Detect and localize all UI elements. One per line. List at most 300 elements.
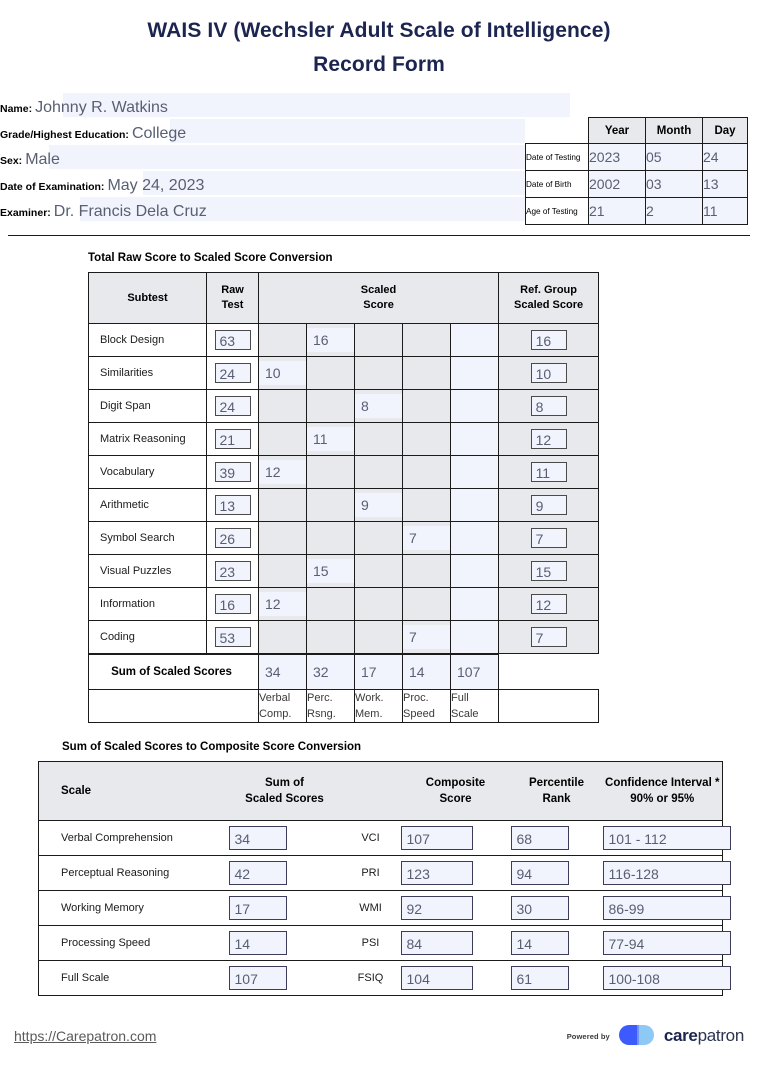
ref-group-input[interactable]: 16 <box>531 330 567 350</box>
ref-group-input[interactable]: 11 <box>531 462 567 482</box>
ref-group-input[interactable]: 7 <box>531 627 567 647</box>
scaled-score-value <box>307 394 354 418</box>
scaled-score-value <box>403 427 450 451</box>
sum-scaled-input-cell <box>229 926 341 961</box>
scaled-score-cell-2[interactable] <box>307 357 355 390</box>
date-header-year: Year <box>589 118 646 144</box>
header-subtest: Subtest <box>89 273 207 324</box>
sum-scaled-input[interactable]: 17 <box>229 896 287 920</box>
foot-line1: Full <box>451 692 469 704</box>
scaled-score-value <box>403 493 450 517</box>
date-birth-year[interactable]: 2002 <box>589 171 646 198</box>
scaled-score-cell-3[interactable] <box>355 588 403 621</box>
ref-group-input[interactable]: 12 <box>531 429 567 449</box>
sum-scaled-input[interactable]: 14 <box>229 931 287 955</box>
scaled-score-cell-4[interactable] <box>403 423 451 456</box>
name-label: Name: <box>0 103 33 115</box>
raw-test-cell <box>207 357 259 390</box>
scaled-score-value <box>259 328 306 352</box>
table-row <box>39 926 723 961</box>
scaled-score-cell-4[interactable] <box>403 390 451 423</box>
foot-spacer <box>89 690 259 723</box>
ref-group-input[interactable]: 7 <box>531 528 567 548</box>
subtest-name: Digit Span <box>89 390 207 423</box>
date-header-day: Day <box>703 118 748 144</box>
header-composite-line2: Score <box>439 793 472 805</box>
percentile-rank-input[interactable]: 30 <box>511 896 569 920</box>
scaled-score-value: 12 <box>259 592 306 616</box>
scaled-score-cell-1[interactable] <box>259 588 307 621</box>
scaled-score-cell-4[interactable] <box>403 588 451 621</box>
scaled-score-value <box>355 427 402 451</box>
foot-blank <box>499 690 599 723</box>
percentile-rank-input-cell <box>511 961 603 996</box>
sum-work-mem[interactable]: 17 <box>355 655 403 690</box>
scaled-score-value <box>259 625 306 649</box>
scaled-score-value <box>259 427 306 451</box>
raw-test-cell <box>207 456 259 489</box>
foot-line2: Speed <box>403 708 435 720</box>
raw-test-input[interactable]: 23 <box>215 561 251 581</box>
header-composite <box>401 762 511 821</box>
scaled-score-value <box>355 526 402 550</box>
scaled-score-value <box>403 460 450 484</box>
age-day[interactable]: 11 <box>703 198 748 225</box>
raw-test-input[interactable]: 26 <box>215 528 251 548</box>
percentile-rank-input[interactable]: 61 <box>511 966 569 990</box>
ref-group-cell <box>499 423 599 456</box>
scaled-score-cell-5[interactable] <box>451 324 499 357</box>
ref-group-cell <box>499 522 599 555</box>
sum-scaled-input[interactable]: 107 <box>229 966 287 990</box>
foot-line1: Proc. <box>403 692 429 704</box>
table-row <box>89 555 599 588</box>
sum-scaled-input-cell <box>229 821 341 856</box>
education-value[interactable]: College <box>131 125 187 142</box>
sex-value[interactable]: Male <box>25 151 60 168</box>
ref-group-cell <box>499 324 599 357</box>
scaled-score-cell-4[interactable] <box>403 621 451 654</box>
header-ci-line1: Confidence Interval * <box>605 777 720 789</box>
scaled-score-value <box>307 460 354 484</box>
scaled-score-cell-4[interactable] <box>403 357 451 390</box>
ref-group-cell <box>499 588 599 621</box>
scaled-score-value <box>403 592 450 616</box>
raw-test-input[interactable]: 24 <box>215 396 251 416</box>
raw-test-input[interactable]: 24 <box>215 363 251 383</box>
date-testing-day[interactable]: 24 <box>703 144 748 171</box>
scaled-score-cell-4[interactable] <box>403 324 451 357</box>
table-row <box>89 588 599 621</box>
patient-info-section <box>0 92 758 227</box>
scaled-score-value: 9 <box>355 493 402 517</box>
scale-name: Processing Speed <box>39 926 229 961</box>
sum-full-scale[interactable]: 107 <box>451 655 499 690</box>
header-scaled-line1: Scaled <box>360 284 397 296</box>
foot-line1: Perc. <box>307 692 333 704</box>
scaled-score-value <box>355 328 402 352</box>
title-line-2: Record Form <box>313 53 445 76</box>
header-scaled-line2: Score <box>363 299 394 311</box>
scaled-score-cell-5[interactable] <box>451 522 499 555</box>
scaled-score-value <box>451 625 498 649</box>
scaled-score-cell-1[interactable] <box>259 324 307 357</box>
date-row-testing <box>526 144 748 171</box>
confidence-interval-input-cell <box>603 856 723 891</box>
confidence-interval-input[interactable]: 101 - 112 <box>603 826 731 850</box>
ref-group-cell <box>499 489 599 522</box>
sex-label: Sex: <box>0 155 23 167</box>
date-header-month: Month <box>646 118 703 144</box>
field-name <box>0 92 758 118</box>
scale-acronym: FSIQ <box>357 972 384 984</box>
foot-line1: Work. <box>355 692 384 704</box>
raw-test-input[interactable]: 13 <box>215 495 251 515</box>
scale-acronym: VCI <box>341 821 401 856</box>
education-highlight <box>170 119 570 143</box>
scaled-score-cell-5[interactable] <box>451 357 499 390</box>
scaled-score-value <box>259 394 306 418</box>
scaled-score-value <box>451 493 498 517</box>
header-sum-scaled <box>229 762 341 821</box>
scaled-score-cell-3[interactable] <box>355 522 403 555</box>
scaled-score-value: 10 <box>259 361 306 385</box>
raw-to-scaled-table-wrap <box>88 272 598 723</box>
scaled-score-value: 7 <box>403 625 450 649</box>
table2-header-row <box>39 762 723 821</box>
sum-footer-row <box>89 690 599 723</box>
raw-test-input[interactable]: 53 <box>215 627 251 647</box>
carepatron-logo-icon <box>617 1022 657 1050</box>
sum-label: Sum of Scaled Scores <box>89 655 259 690</box>
ref-group-input[interactable]: 8 <box>531 396 567 416</box>
ref-group-cell <box>499 621 599 654</box>
header-ref-line1: Ref. Group <box>520 284 577 296</box>
header-confidence-interval <box>603 762 723 821</box>
name-value[interactable]: Johnny R. Watkins <box>35 99 168 116</box>
scaled-score-value <box>403 559 450 583</box>
brand-wordmark <box>664 1026 744 1046</box>
raw-test-cell <box>207 489 259 522</box>
scaled-score-cell-1[interactable] <box>259 390 307 423</box>
scaled-score-cell-1[interactable] <box>259 555 307 588</box>
scaled-score-cell-3[interactable] <box>355 357 403 390</box>
scaled-score-cell-5[interactable] <box>451 555 499 588</box>
scaled-score-value <box>403 361 450 385</box>
header-ref-line2: Scaled Score <box>514 299 584 311</box>
composite-score-input-cell <box>401 926 511 961</box>
raw-to-scaled-table <box>88 272 599 654</box>
header-composite-line1: Composite <box>425 777 486 789</box>
composite-score-input[interactable]: 107 <box>401 826 473 850</box>
subtest-name: Similarities <box>89 357 207 390</box>
composite-score-input[interactable]: 104 <box>401 966 473 990</box>
raw-test-input[interactable]: 39 <box>215 462 251 482</box>
header-sum-line2: Scaled Scores <box>245 793 324 805</box>
date-birth-month[interactable]: 03 <box>646 171 703 198</box>
subtest-name: Visual Puzzles <box>89 555 207 588</box>
scaled-score-value <box>403 328 450 352</box>
composite-score-input[interactable]: 84 <box>401 931 473 955</box>
scaled-score-value <box>451 460 498 484</box>
carepatron-url-link[interactable]: https://Carepatron.com <box>14 1028 157 1044</box>
raw-test-input[interactable]: 16 <box>215 594 251 614</box>
foot-line2: Comp. <box>259 708 292 720</box>
date-table <box>525 117 748 225</box>
composite-score-table <box>38 761 723 996</box>
powered-by-label: Powered by <box>566 1031 610 1041</box>
composite-score-input-cell <box>401 961 511 996</box>
scaled-score-value <box>307 493 354 517</box>
scaled-score-value <box>307 526 354 550</box>
header-raw-test <box>207 273 259 324</box>
ref-group-input[interactable]: 15 <box>531 561 567 581</box>
scaled-score-value <box>355 361 402 385</box>
page-title <box>0 0 758 82</box>
scaled-score-cell-2[interactable] <box>307 324 355 357</box>
scale-acronym: WMI <box>341 891 401 926</box>
examiner-label: Examiner: <box>0 207 51 219</box>
confidence-interval-input[interactable]: 77-94 <box>603 931 731 955</box>
date-table-corner <box>526 118 589 144</box>
scaled-score-cell-3[interactable] <box>355 621 403 654</box>
date-row-birth <box>526 171 748 198</box>
header-percentile <box>511 762 603 821</box>
scaled-score-cell-1[interactable] <box>259 423 307 456</box>
date-row-label: Date of Birth <box>526 171 589 198</box>
confidence-interval-input-cell <box>603 891 723 926</box>
scaled-score-cell-3[interactable] <box>355 489 403 522</box>
scaled-score-cell-2[interactable] <box>307 456 355 489</box>
sum-scaled-input-cell <box>229 891 341 926</box>
scaled-score-value <box>307 625 354 649</box>
table-row <box>89 489 599 522</box>
brand-wordmark-light: patron <box>697 1026 744 1045</box>
scaled-score-value <box>355 460 402 484</box>
scaled-score-cell-4[interactable] <box>403 456 451 489</box>
exam-date-highlight <box>143 171 570 195</box>
exam-date-label: Date of Examination: <box>0 181 105 193</box>
scale-acronym: PRI <box>341 856 401 891</box>
subtest-name: Coding <box>89 621 207 654</box>
table-row <box>39 891 723 926</box>
scaled-score-cell-5[interactable] <box>451 456 499 489</box>
percentile-rank-input[interactable]: 68 <box>511 826 569 850</box>
ref-group-cell <box>499 456 599 489</box>
percentile-rank-input[interactable]: 94 <box>511 861 569 885</box>
raw-test-input[interactable]: 63 <box>215 330 251 350</box>
scale-name: Perceptual Reasoning <box>39 856 229 891</box>
header-percentile-line2: Rank <box>542 793 571 805</box>
scaled-score-cell-2[interactable] <box>307 555 355 588</box>
table-row <box>89 456 599 489</box>
scaled-score-value <box>451 328 498 352</box>
scaled-score-value: 11 <box>307 427 354 451</box>
section-divider <box>8 235 750 236</box>
title-line-1: WAIS IV (Wechsler Adult Scale of Intelligence) <box>147 19 611 42</box>
scale-acronym: PSI <box>341 926 401 961</box>
raw-test-cell <box>207 324 259 357</box>
date-row-label: Date of Testing <box>526 144 589 171</box>
raw-test-input[interactable]: 21 <box>215 429 251 449</box>
date-birth-day[interactable]: 13 <box>703 171 748 198</box>
scaled-score-cell-1[interactable] <box>259 456 307 489</box>
scaled-score-cell-2[interactable] <box>307 522 355 555</box>
scaled-score-cell-5[interactable] <box>451 423 499 456</box>
scaled-score-value <box>307 361 354 385</box>
sum-verbal-comp[interactable]: 34 <box>259 655 307 690</box>
foot-full-scale <box>451 690 499 723</box>
scaled-score-value <box>355 592 402 616</box>
sum-scaled-input[interactable]: 34 <box>229 826 287 850</box>
scaled-score-cell-1[interactable] <box>259 357 307 390</box>
composite-score-input-cell <box>401 821 511 856</box>
sum-of-scaled-scores-table <box>88 654 599 723</box>
sum-scaled-input[interactable]: 42 <box>229 861 287 885</box>
ref-group-cell <box>499 555 599 588</box>
header-scaled-score <box>259 273 499 324</box>
confidence-interval-input[interactable]: 116-128 <box>603 861 731 885</box>
scaled-score-cell-3[interactable] <box>355 555 403 588</box>
table-row <box>89 324 599 357</box>
age-month[interactable]: 2 <box>646 198 703 225</box>
table-row <box>89 390 599 423</box>
sum-scaled-input-cell <box>229 961 341 996</box>
percentile-rank-input-cell <box>511 856 603 891</box>
table2-body <box>39 821 723 996</box>
ref-group-cell <box>499 390 599 423</box>
scaled-score-cell-4[interactable] <box>403 555 451 588</box>
scaled-score-value <box>451 526 498 550</box>
header-percentile-line1: Percentile <box>529 777 584 789</box>
subtest-name: Information <box>89 588 207 621</box>
header-raw-line2: Test <box>221 299 244 311</box>
subtest-name: Block Design <box>89 324 207 357</box>
composite-table-wrap <box>38 761 722 996</box>
scaled-score-value <box>259 526 306 550</box>
confidence-interval-input[interactable]: 100-108 <box>603 966 731 990</box>
scaled-score-value <box>259 559 306 583</box>
date-testing-month[interactable]: 05 <box>646 144 703 171</box>
scaled-score-value <box>259 493 306 517</box>
scaled-score-value <box>355 559 402 583</box>
education-label: Grade/Highest Education: <box>0 129 129 141</box>
raw-test-cell <box>207 621 259 654</box>
ref-group-cell <box>499 357 599 390</box>
foot-line2: Scale <box>451 708 479 720</box>
scaled-score-value <box>307 592 354 616</box>
age-year[interactable]: 21 <box>589 198 646 225</box>
scaled-score-cell-3[interactable] <box>355 390 403 423</box>
header-sum-line1: Sum of <box>265 777 304 789</box>
sum-proc-speed[interactable]: 14 <box>403 655 451 690</box>
table1-body <box>89 324 599 654</box>
ref-group-input[interactable]: 10 <box>531 363 567 383</box>
scaled-score-cell-2[interactable] <box>307 588 355 621</box>
date-testing-year[interactable]: 2023 <box>589 144 646 171</box>
ref-group-input[interactable]: 9 <box>531 495 567 515</box>
page-footer <box>0 1022 758 1056</box>
sum-scaled-input-cell <box>229 856 341 891</box>
scaled-score-cell-5[interactable] <box>451 588 499 621</box>
scaled-score-cell-2[interactable] <box>307 489 355 522</box>
scaled-score-cell-5[interactable] <box>451 390 499 423</box>
table-row <box>39 821 723 856</box>
percentile-rank-input-cell <box>511 821 603 856</box>
confidence-interval-input[interactable]: 86-99 <box>603 896 731 920</box>
scaled-score-value: 8 <box>355 394 402 418</box>
header-scale: Scale <box>39 762 229 821</box>
scaled-score-value: 12 <box>259 460 306 484</box>
date-table-header-row <box>526 118 748 144</box>
subtest-name: Symbol Search <box>89 522 207 555</box>
composite-score-input-cell <box>401 856 511 891</box>
table-row <box>89 522 599 555</box>
foot-line2: Mem. <box>355 708 383 720</box>
scaled-score-cell-2[interactable] <box>307 390 355 423</box>
scaled-score-value <box>355 625 402 649</box>
scaled-score-cell-1[interactable] <box>259 522 307 555</box>
scaled-score-cell-4[interactable] <box>403 522 451 555</box>
foot-proc-speed <box>403 690 451 723</box>
raw-test-cell <box>207 390 259 423</box>
percentile-rank-input[interactable]: 14 <box>511 931 569 955</box>
raw-test-cell <box>207 423 259 456</box>
header-ci-line2: 90% or 95% <box>630 793 695 805</box>
subtest-name: Vocabulary <box>89 456 207 489</box>
examiner-value[interactable]: Dr. Francis Dela Cruz <box>53 203 207 220</box>
ref-group-input[interactable]: 12 <box>531 594 567 614</box>
table-row <box>89 621 599 654</box>
scaled-score-cell-1[interactable] <box>259 489 307 522</box>
foot-line1: Verbal <box>259 692 291 704</box>
scaled-score-cell-4[interactable] <box>403 489 451 522</box>
confidence-interval-input-cell <box>603 926 723 961</box>
raw-test-cell <box>207 522 259 555</box>
scaled-score-cell-1[interactable] <box>259 621 307 654</box>
foot-work-mem <box>355 690 403 723</box>
scale-name: Full Scale <box>61 972 110 984</box>
table-row <box>89 423 599 456</box>
header-raw-line1: Raw <box>221 284 244 296</box>
exam-date-value[interactable]: May 24, 2023 <box>107 177 205 194</box>
scaled-score-cell-5[interactable] <box>451 621 499 654</box>
sum-perc-rsng[interactable]: 32 <box>307 655 355 690</box>
header-ref-group <box>499 273 599 324</box>
table1-caption: Total Raw Score to Scaled Score Conversion <box>88 252 333 264</box>
composite-score-input[interactable]: 123 <box>401 861 473 885</box>
percentile-rank-input-cell <box>511 891 603 926</box>
date-row-age <box>526 198 748 225</box>
table-row <box>39 856 723 891</box>
scaled-score-value <box>451 427 498 451</box>
scaled-score-cell-3[interactable] <box>355 456 403 489</box>
subtest-name: Arithmetic <box>89 489 207 522</box>
composite-score-input-cell <box>401 891 511 926</box>
scaled-score-cell-3[interactable] <box>355 423 403 456</box>
scaled-score-cell-5[interactable] <box>451 489 499 522</box>
scaled-score-cell-2[interactable] <box>307 621 355 654</box>
foot-perc-rsng <box>307 690 355 723</box>
subtest-name: Matrix Reasoning <box>89 423 207 456</box>
scaled-score-cell-3[interactable] <box>355 324 403 357</box>
sum-blank <box>499 655 599 690</box>
scaled-score-value <box>403 394 450 418</box>
scale-name: Verbal Comprehension <box>39 821 229 856</box>
composite-score-input[interactable]: 92 <box>401 896 473 920</box>
scaled-score-cell-2[interactable] <box>307 423 355 456</box>
table1-header-row <box>89 273 599 324</box>
